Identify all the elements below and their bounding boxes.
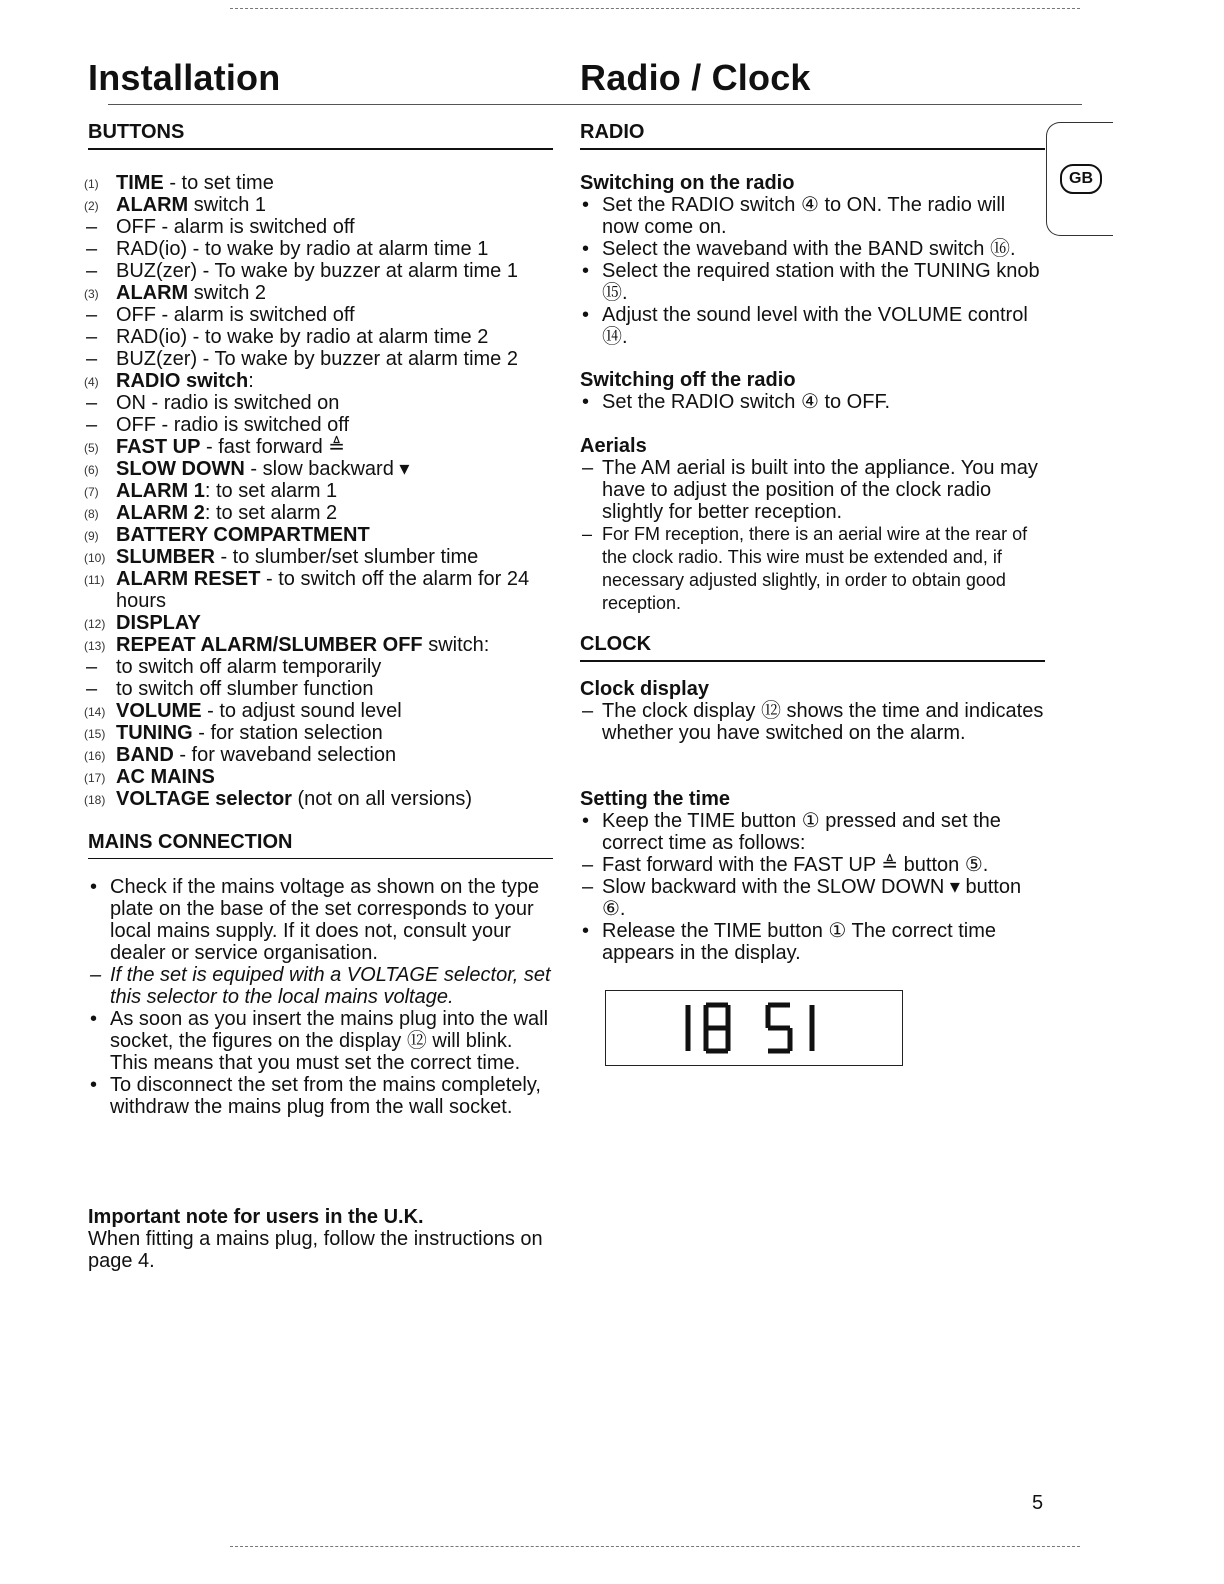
list-item-text: Adjust the sound level with the VOLUME control ⑭. xyxy=(602,304,1028,348)
list-item xyxy=(580,238,1045,260)
item-key: REPEAT ALARM/SLUMBER OFF xyxy=(116,634,423,656)
item-number: (4) xyxy=(84,375,99,389)
list-item xyxy=(88,964,553,1008)
button-item xyxy=(84,172,553,194)
dash-marker: – xyxy=(582,700,594,722)
item-number: (6) xyxy=(84,463,99,477)
button-item xyxy=(84,436,553,458)
item-description: - to slumber/set slumber time xyxy=(214,546,479,568)
item-key: TUNING xyxy=(116,722,193,744)
button-sub-item xyxy=(88,678,553,700)
list-item-text: As soon as you insert the mains plug into the wall socket, the figures on the display ⑫ will blink. This means that you must set the correct time. xyxy=(110,1008,549,1074)
item-number: (7) xyxy=(84,485,99,499)
aerials-title: Aerials xyxy=(580,435,647,457)
button-sub-item xyxy=(88,216,553,238)
dash-marker: – xyxy=(86,656,98,678)
list-item xyxy=(580,920,1045,964)
lcd-digits xyxy=(606,991,902,1065)
setting-time-title: Setting the time xyxy=(580,788,731,810)
item-number: (1) xyxy=(84,177,99,191)
list-item-text: Set the RADIO switch ④ to OFF. xyxy=(602,391,891,413)
bullet-marker: • xyxy=(582,238,590,260)
dash-marker: – xyxy=(582,524,593,544)
button-item xyxy=(84,788,553,810)
radio-heading: RADIO xyxy=(580,120,1045,150)
button-sub-item xyxy=(88,260,553,282)
button-item xyxy=(84,282,553,304)
item-number: (8) xyxy=(84,507,99,521)
item-number: (11) xyxy=(84,573,105,587)
item-key: BUZ(zer) xyxy=(116,260,198,282)
button-item xyxy=(84,634,553,656)
button-sub-item xyxy=(88,326,553,348)
switch-off-list xyxy=(580,391,1045,413)
button-item xyxy=(84,546,553,568)
list-item xyxy=(88,1074,553,1118)
item-description: - radio is switched off xyxy=(156,414,350,436)
bullet-marker: • xyxy=(582,194,590,216)
aerials-section xyxy=(580,435,1045,615)
list-item-text: Set the RADIO switch ④ to ON. The radio will now come on. xyxy=(602,194,1006,238)
button-sub-item xyxy=(88,414,553,436)
dash-marker: – xyxy=(86,678,98,700)
list-item xyxy=(580,260,1045,304)
item-key: VOLTAGE selector xyxy=(116,788,292,810)
button-item xyxy=(84,766,553,788)
item-description: switch: xyxy=(422,634,490,656)
page-number: 5 xyxy=(1032,1492,1044,1514)
item-description: - for station selection xyxy=(192,722,383,744)
item-number: (3) xyxy=(84,287,99,301)
button-sub-item xyxy=(88,238,553,260)
switch-on-title: Switching on the radio xyxy=(580,172,795,194)
item-description: - to wake by radio at alarm time 1 xyxy=(187,238,489,260)
dash-marker: – xyxy=(90,964,102,986)
item-description: : to set alarm 1 xyxy=(204,480,338,502)
list-item xyxy=(580,194,1045,238)
clock-display-section xyxy=(580,678,1045,744)
clock-display-title: Clock display xyxy=(580,678,709,700)
dash-marker: – xyxy=(86,238,98,260)
list-item xyxy=(88,1008,553,1074)
list-item xyxy=(580,810,1045,854)
item-key: OFF xyxy=(116,304,156,326)
item-description: : xyxy=(248,370,254,392)
item-key: ALARM 2 xyxy=(116,502,205,524)
item-description: - to adjust sound level xyxy=(201,700,402,722)
item-description: - to wake by radio at alarm time 2 xyxy=(187,326,489,348)
item-key: RADIO switch xyxy=(116,370,249,392)
button-item xyxy=(84,524,553,546)
list-item-text: To disconnect the set from the mains completely, withdraw the mains plug from the wall socket. xyxy=(110,1074,541,1118)
button-item xyxy=(84,480,553,502)
right-page-title: Radio / Clock xyxy=(580,57,811,98)
list-item xyxy=(580,854,1045,876)
list-item-text: The AM aerial is built into the appliance. You may have to adjust the position of the clock radio slightly for better reception. xyxy=(602,457,1038,523)
aerials-list xyxy=(580,457,1045,615)
switch-on-list xyxy=(580,194,1045,348)
list-item xyxy=(580,304,1045,348)
item-number: (15) xyxy=(84,727,106,741)
switch-on-section xyxy=(580,172,1045,348)
button-item xyxy=(84,194,553,216)
item-number: (18) xyxy=(84,793,106,807)
button-item xyxy=(84,612,553,634)
button-item xyxy=(84,502,553,524)
setting-time-list xyxy=(580,810,1045,964)
button-sub-item xyxy=(88,348,553,370)
list-item-text: Select the waveband with the BAND switch ⑯. xyxy=(602,238,1016,260)
item-description: to switch off alarm temporarily xyxy=(116,656,382,678)
item-description: : to set alarm 2 xyxy=(204,502,338,524)
bullet-marker: • xyxy=(582,391,590,413)
item-key: ALARM xyxy=(116,194,189,216)
clock-display-list xyxy=(580,700,1045,744)
item-key: RAD(io) xyxy=(116,238,188,260)
item-key: BATTERY COMPARTMENT xyxy=(116,524,370,546)
item-key: RAD(io) xyxy=(116,326,188,348)
bullet-marker: • xyxy=(582,260,590,282)
button-item xyxy=(84,568,553,612)
dash-marker: – xyxy=(582,876,594,898)
button-item xyxy=(84,370,553,392)
item-number: (9) xyxy=(84,529,99,543)
list-item-text: Release the TIME button ① The correct time appears in the display. xyxy=(602,920,997,964)
item-number: (14) xyxy=(84,705,106,719)
list-item xyxy=(580,457,1045,523)
item-key: FAST UP xyxy=(116,436,201,458)
item-description: - for waveband selection xyxy=(173,744,397,766)
item-description: (not on all versions) xyxy=(291,788,473,810)
item-key: ALARM RESET xyxy=(116,568,261,590)
dash-marker: – xyxy=(86,348,98,370)
item-description: - radio is switched on xyxy=(146,392,340,414)
item-key: AC MAINS xyxy=(116,766,215,788)
bullet-marker: • xyxy=(90,1008,98,1030)
item-description: - alarm is switched off xyxy=(156,216,355,238)
bullet-marker: • xyxy=(90,876,98,898)
bullet-marker: • xyxy=(582,304,590,326)
item-key: ALARM xyxy=(116,282,189,304)
list-item-text: The clock display ⑫ shows the time and indicates whether you have switched on the alarm. xyxy=(602,700,1044,744)
item-key: SLOW DOWN xyxy=(116,458,245,480)
button-item xyxy=(84,458,553,480)
mains-list xyxy=(88,876,553,1118)
bullet-marker: • xyxy=(582,810,590,832)
item-key: ON xyxy=(116,392,146,414)
bullet-marker: • xyxy=(90,1074,98,1096)
item-description: - slow backward ▾ xyxy=(244,458,410,480)
dash-marker: – xyxy=(86,304,98,326)
button-item xyxy=(84,744,553,766)
button-sub-item xyxy=(88,304,553,326)
button-sub-item xyxy=(88,392,553,414)
list-item xyxy=(580,700,1045,744)
button-item xyxy=(84,722,553,744)
title-rule xyxy=(108,104,1082,105)
item-description: switch 2 xyxy=(188,282,267,304)
lcd-display-illustration xyxy=(605,990,903,1066)
list-item-text: Slow backward with the SLOW DOWN ▾ button ⑥. xyxy=(602,876,1022,920)
list-item xyxy=(88,876,553,964)
list-item xyxy=(580,876,1045,920)
item-number: (10) xyxy=(84,551,106,565)
setting-time-section xyxy=(580,788,1045,964)
item-number: (2) xyxy=(84,199,99,213)
item-description: - fast forward ≜ xyxy=(200,436,346,458)
bullet-marker: • xyxy=(582,920,590,942)
item-key: DISPLAY xyxy=(116,612,201,634)
item-number: (17) xyxy=(84,771,106,785)
list-item-text: Select the required station with the TUNING knob ⑮. xyxy=(602,260,1040,304)
item-key: ALARM 1 xyxy=(116,480,205,502)
clock-heading: CLOCK xyxy=(580,632,1045,662)
mains-heading: MAINS CONNECTION xyxy=(88,830,553,859)
item-key: VOLUME xyxy=(116,700,202,722)
buttons-list xyxy=(84,172,553,810)
dash-marker: – xyxy=(86,414,98,436)
item-description: to switch off slumber function xyxy=(116,678,374,700)
switch-off-title: Switching off the radio xyxy=(580,369,796,391)
scan-artifact-top xyxy=(230,8,1080,9)
scan-artifact-bottom xyxy=(230,1546,1080,1547)
list-item xyxy=(580,391,1045,413)
list-item-text: Fast forward with the FAST UP ≜ button ⑤. xyxy=(602,854,989,876)
item-description: - To wake by buzzer at alarm time 1 xyxy=(197,260,518,282)
dash-marker: – xyxy=(86,326,98,348)
item-number: (13) xyxy=(84,639,106,653)
buttons-heading: BUTTONS xyxy=(88,120,553,150)
list-item-text: Keep the TIME button ① pressed and set the correct time as follows: xyxy=(602,810,1001,854)
uk-note-text: When fitting a mains plug, follow the instructions on page 4. xyxy=(88,1228,543,1272)
gb-badge: GB xyxy=(1060,164,1102,194)
item-key: OFF xyxy=(116,216,156,238)
item-key: BUZ(zer) xyxy=(116,348,198,370)
dash-marker: – xyxy=(86,216,98,238)
uk-note xyxy=(88,1206,553,1272)
item-number: (16) xyxy=(84,749,106,763)
item-key: SLUMBER xyxy=(116,546,215,568)
item-description: switch 1 xyxy=(188,194,267,216)
item-number: (5) xyxy=(84,441,99,455)
item-description: - to set time xyxy=(163,172,274,194)
uk-note-title: Important note for users in the U.K. xyxy=(88,1206,424,1228)
item-key: BAND xyxy=(116,744,174,766)
item-number: (12) xyxy=(84,617,106,631)
dash-marker: – xyxy=(86,392,98,414)
list-item-text: If the set is equiped with a VOLTAGE selector, set this selector to the local mains voltage. xyxy=(110,964,551,1008)
dash-marker: – xyxy=(582,854,594,876)
dash-marker: – xyxy=(86,260,98,282)
item-key: OFF xyxy=(116,414,156,436)
item-description: - alarm is switched off xyxy=(156,304,355,326)
list-item-text: For FM reception, there is an aerial wire at the rear of the clock radio. This wire must be extended and, if necessary adjusted slightly, in order to obtain good reception. xyxy=(602,524,1028,613)
switch-off-section xyxy=(580,369,1045,413)
item-key: TIME xyxy=(116,172,164,194)
button-item xyxy=(84,700,553,722)
item-description: - To wake by buzzer at alarm time 2 xyxy=(197,348,518,370)
left-page-title: Installation xyxy=(88,57,281,98)
list-item-text: Check if the mains voltage as shown on the type plate on the base of the set corresponds to your local mains supply. If it does not, consult your dealer or service organisation. xyxy=(110,876,540,964)
list-item xyxy=(580,523,1045,615)
item-description: - to switch off the alarm for 24 hours xyxy=(116,568,530,612)
button-sub-item xyxy=(88,656,553,678)
dash-marker: – xyxy=(582,457,594,479)
